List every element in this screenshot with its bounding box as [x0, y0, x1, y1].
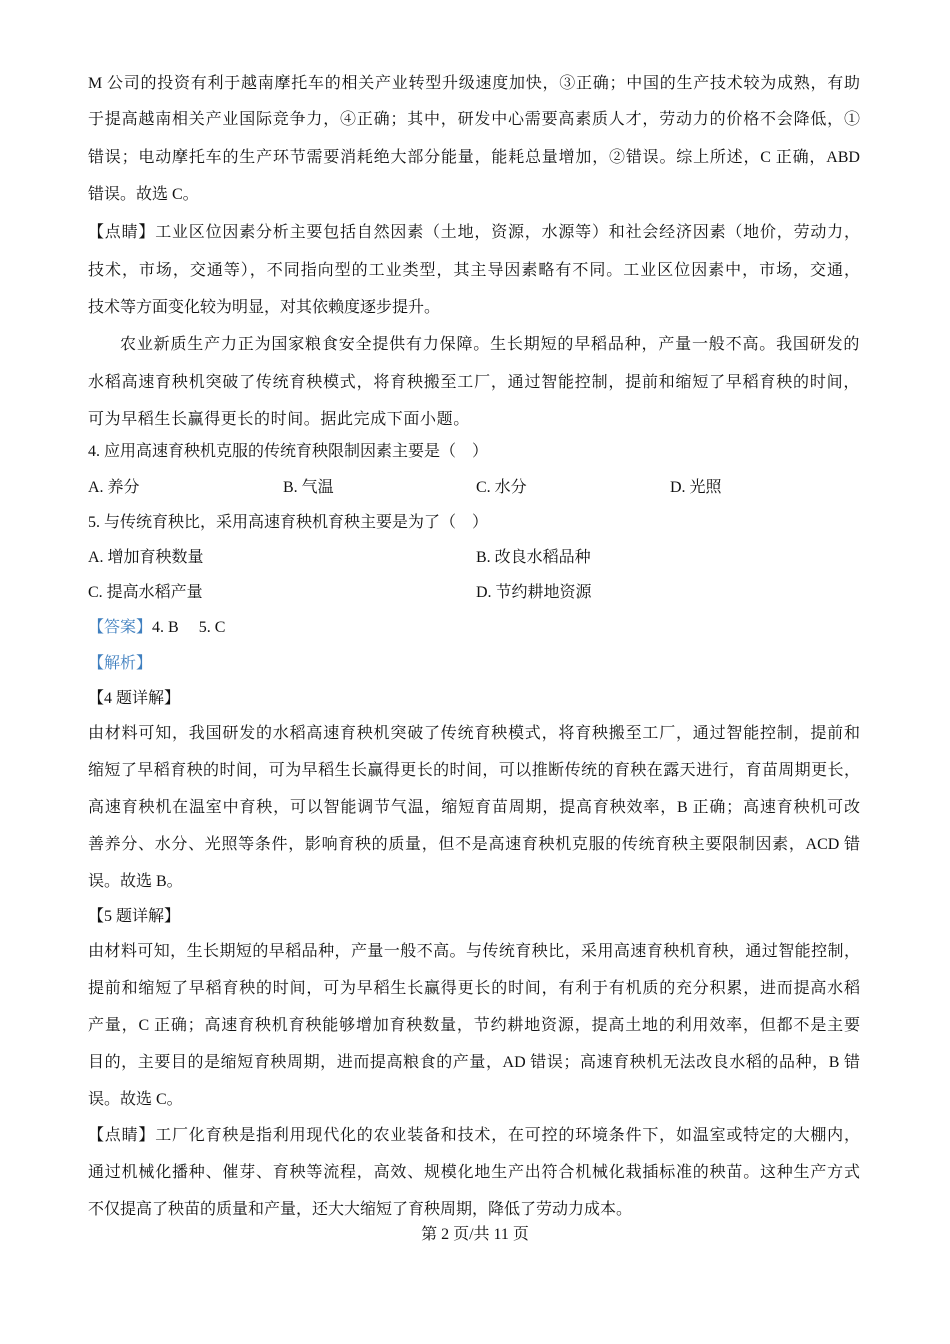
question-5-option-a: A. 增加育秧数量: [88, 549, 204, 566]
detail-5-title: 【5 题详解】: [88, 908, 181, 925]
detail-4-line: 高速育秧机在温室中育秧，可以智能调节气温，缩短育苗周期，提高育秧效率，B 正确；高速育秧机可改: [88, 799, 860, 816]
detail-4-line: 误。故选 B。: [88, 873, 183, 890]
material-line: 农业新质生产力正为国家粮食安全提供有力保障。生长期短的早稻品种，产量一般不高。我国研发的: [120, 334, 860, 353]
comment-line: 通过机械化播种、催芽、育秧等流程，高效、规模化地生产出符合机械化栽插标准的秧苗。这种生产方式: [88, 1164, 860, 1181]
prev-explanation-line: 于提高越南相关产业国际竞争力，④正确；其中，研发中心需要高素质人才，劳动力的价格不会降低，①: [88, 111, 860, 128]
question-4-option-d: D. 光照: [670, 479, 722, 496]
prev-comment-line: 技术等方面变化较为明显，对其依赖度逐步提升。: [88, 299, 441, 316]
detail-4-line: 善养分、水分、光照等条件，影响育秧的质量，但不是高速育秧机克服的传统育秧主要限制因素，ACD 错: [88, 836, 860, 853]
detail-5-line: 误。故选 C。: [88, 1091, 183, 1108]
question-5-option-d: D. 节约耕地资源: [476, 584, 592, 601]
detail-4-line: 由材料可知，我国研发的水稻高速育秧机突破了传统育秧模式，将育秧搬至工厂，通过智能控制，提前和: [88, 725, 860, 742]
answer-tag: 【答案】: [88, 619, 153, 636]
detail-5-line: 目的，主要目的是缩短育秧周期，进而提高粮食的产量，AD 错误；高速育秧机无法改良水稻的品种，B 错: [88, 1054, 860, 1071]
page-footer: 第 2 页/共 11 页: [421, 1226, 529, 1243]
material-line: 可为早稻生长赢得更长的时间。据此完成下面小题。: [88, 409, 470, 428]
prev-comment-line: 【点睛】工业区位因素分析主要包括自然因素（土地，资源，水源等）和社会经济因素（地价，劳动力，: [88, 224, 860, 241]
detail-5-line: 提前和缩短了早稻育秧的时间，可为早稻生长赢得更长的时间，有利于有机质的充分积累，进而提高水稻: [88, 980, 860, 997]
detail-4-title: 【4 题详解】: [88, 690, 181, 707]
question-4-option-b: B. 气温: [283, 479, 334, 496]
prev-explanation-line: M 公司的投资有利于越南摩托车的相关产业转型升级速度加快，③正确；中国的生产技术较为成熟，有助: [88, 75, 860, 92]
question-5-option-b: B. 改良水稻品种: [476, 549, 591, 566]
answer-value: 4. B 5. C: [152, 619, 226, 636]
detail-5-line: 产量，C 正确；高速育秧机育秧能够增加育秧数量，节约耕地资源，提高土地的利用效率，但都不是主要: [88, 1017, 860, 1034]
detail-4-line: 缩短了早稻育秧的时间，可为早稻生长赢得更长的时间，可以推断传统的育秧在露天进行，育苗周期更长，: [88, 762, 860, 779]
material-line: 水稻高速育秧机突破了传统育秧模式，将育秧搬至工厂，通过智能控制，提前和缩短了早稻育秧的时间，: [88, 372, 860, 391]
question-5-stem: 5. 与传统育秧比，采用高速育秧机育秧主要是为了（ ）: [88, 514, 489, 531]
detail-5-line: 由材料可知，生长期短的早稻品种，产量一般不高。与传统育秧比，采用高速育秧机育秧，通过智能控制，: [88, 943, 860, 960]
comment-line: 【点睛】工厂化育秧是指利用现代化的农业装备和技术，在可控的环境条件下，如温室或特定的大棚内，: [88, 1127, 860, 1144]
prev-comment-line: 技术，市场，交通等），不同指向型的工业类型，其主导因素略有不同。工业区位因素中，市场，交通，: [88, 262, 860, 279]
question-4-option-c: C. 水分: [476, 479, 527, 496]
analysis-tag: 【解析】: [88, 655, 153, 672]
question-5-option-c: C. 提高水稻产量: [88, 584, 203, 601]
question-4-option-a: A. 养分: [88, 479, 140, 496]
comment-tag: 【点睛】: [88, 224, 156, 241]
answer-line: [88, 618, 225, 638]
comment-tag: 【点睛】: [88, 1127, 156, 1144]
comment-line: 不仅提高了秧苗的质量和产量，还大大缩短了育秧周期，降低了劳动力成本。: [88, 1201, 633, 1218]
question-4-stem: 4. 应用高速育秧机克服的传统育秧限制因素主要是（ ）: [88, 443, 489, 460]
prev-explanation-line: 错误。故选 C。: [88, 186, 199, 203]
prev-explanation-line: 错误；电动摩托车的生产环节需要消耗绝大部分能量，能耗总量增加，②错误。综上所述，C 正确，ABD: [88, 149, 860, 166]
